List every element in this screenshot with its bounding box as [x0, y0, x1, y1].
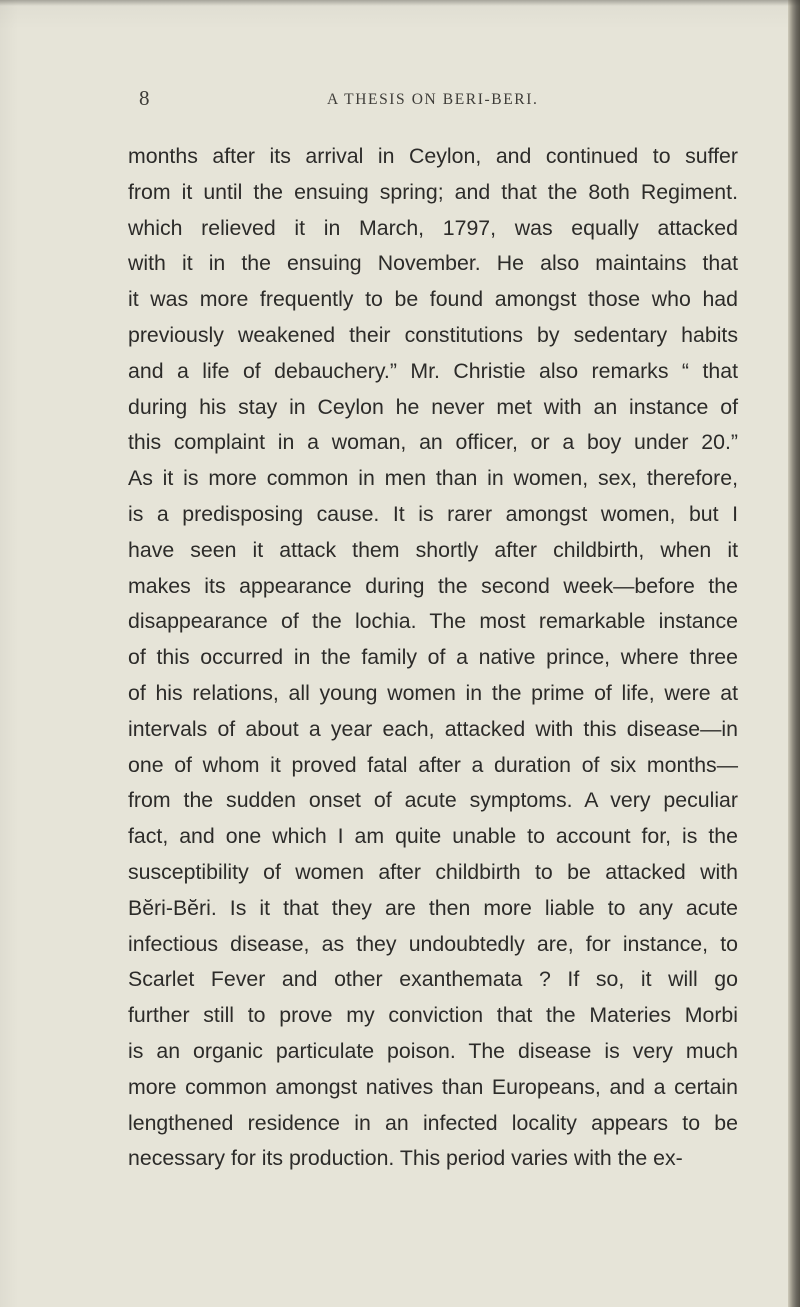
text-line: infectious disease, as they undoubtedly are, for instance, to	[128, 931, 738, 956]
text-line: one of whom it proved fatal after a duration of six months—	[128, 752, 738, 777]
page-number: 8	[139, 86, 150, 110]
text-line: previously weakened their constitutions by sedentary habits	[128, 322, 738, 347]
text-line: from the sudden onset of acute symptoms. A very peculiar	[128, 788, 738, 813]
text-line: Scarlet Fever and other exanthemata ? If so, it will go	[128, 967, 738, 992]
running-title: A THESIS ON BERI-BERI.	[327, 91, 539, 108]
body-text	[128, 142, 738, 1180]
text-line: As it is more common in men than in women, sex, therefore,	[128, 466, 738, 491]
text-line: of his relations, all young women in the prime of life, were at	[128, 680, 738, 705]
text-line: fact, and one which I am quite unable to account for, is the	[128, 824, 738, 849]
text-line: further still to prove my conviction that the Materies Morbi	[128, 1003, 738, 1028]
text-line: more common amongst natives than Europeans, and a certain	[128, 1074, 738, 1099]
text-line: from it until the ensuing spring; and that the 8oth Regiment.	[128, 179, 738, 204]
top-edge-shadow	[0, 0, 800, 6]
text-line: which relieved it in March, 1797, was equally attacked	[128, 215, 738, 240]
text-line: of this occurred in the family of a native prince, where three	[128, 645, 738, 670]
text-line: this complaint in a woman, an officer, or a boy under 20.”	[128, 430, 738, 455]
book-spine-edge	[788, 0, 800, 1307]
text-line: months after its arrival in Ceylon, and continued to suffer	[128, 144, 738, 168]
text-line: during his stay in Ceylon he never met with an instance of	[128, 394, 738, 419]
text-line: with it in the ensuing November. He also maintains that	[128, 251, 738, 276]
text-line: have seen it attack them shortly after childbirth, when it	[128, 537, 738, 562]
text-line: is an organic particulate poison. The disease is very much	[128, 1038, 738, 1063]
text-line: susceptibility of women after childbirth to be attacked with	[128, 859, 738, 884]
text-line: disappearance of the lochia. The most remarkable instance	[128, 609, 738, 634]
text-line: is a predisposing cause. It is rarer amongst women, but I	[128, 501, 738, 526]
text-line: lengthened residence in an infected locality appears to be	[128, 1110, 738, 1135]
text-line: intervals of about a year each, attacked with this disease—in	[128, 716, 738, 741]
running-header	[0, 86, 788, 112]
text-line: necessary for its production. This period varies with the ex-	[128, 1146, 683, 1171]
text-line: Bĕri-Bĕri. Is it that they are then more liable to any acute	[128, 895, 738, 920]
text-line: and a life of debauchery.” Mr. Christie also remarks “ that	[128, 358, 738, 383]
text-line: makes its appearance during the second week—before the	[128, 573, 738, 598]
text-line: it was more frequently to be found amongst those who had	[128, 287, 738, 312]
